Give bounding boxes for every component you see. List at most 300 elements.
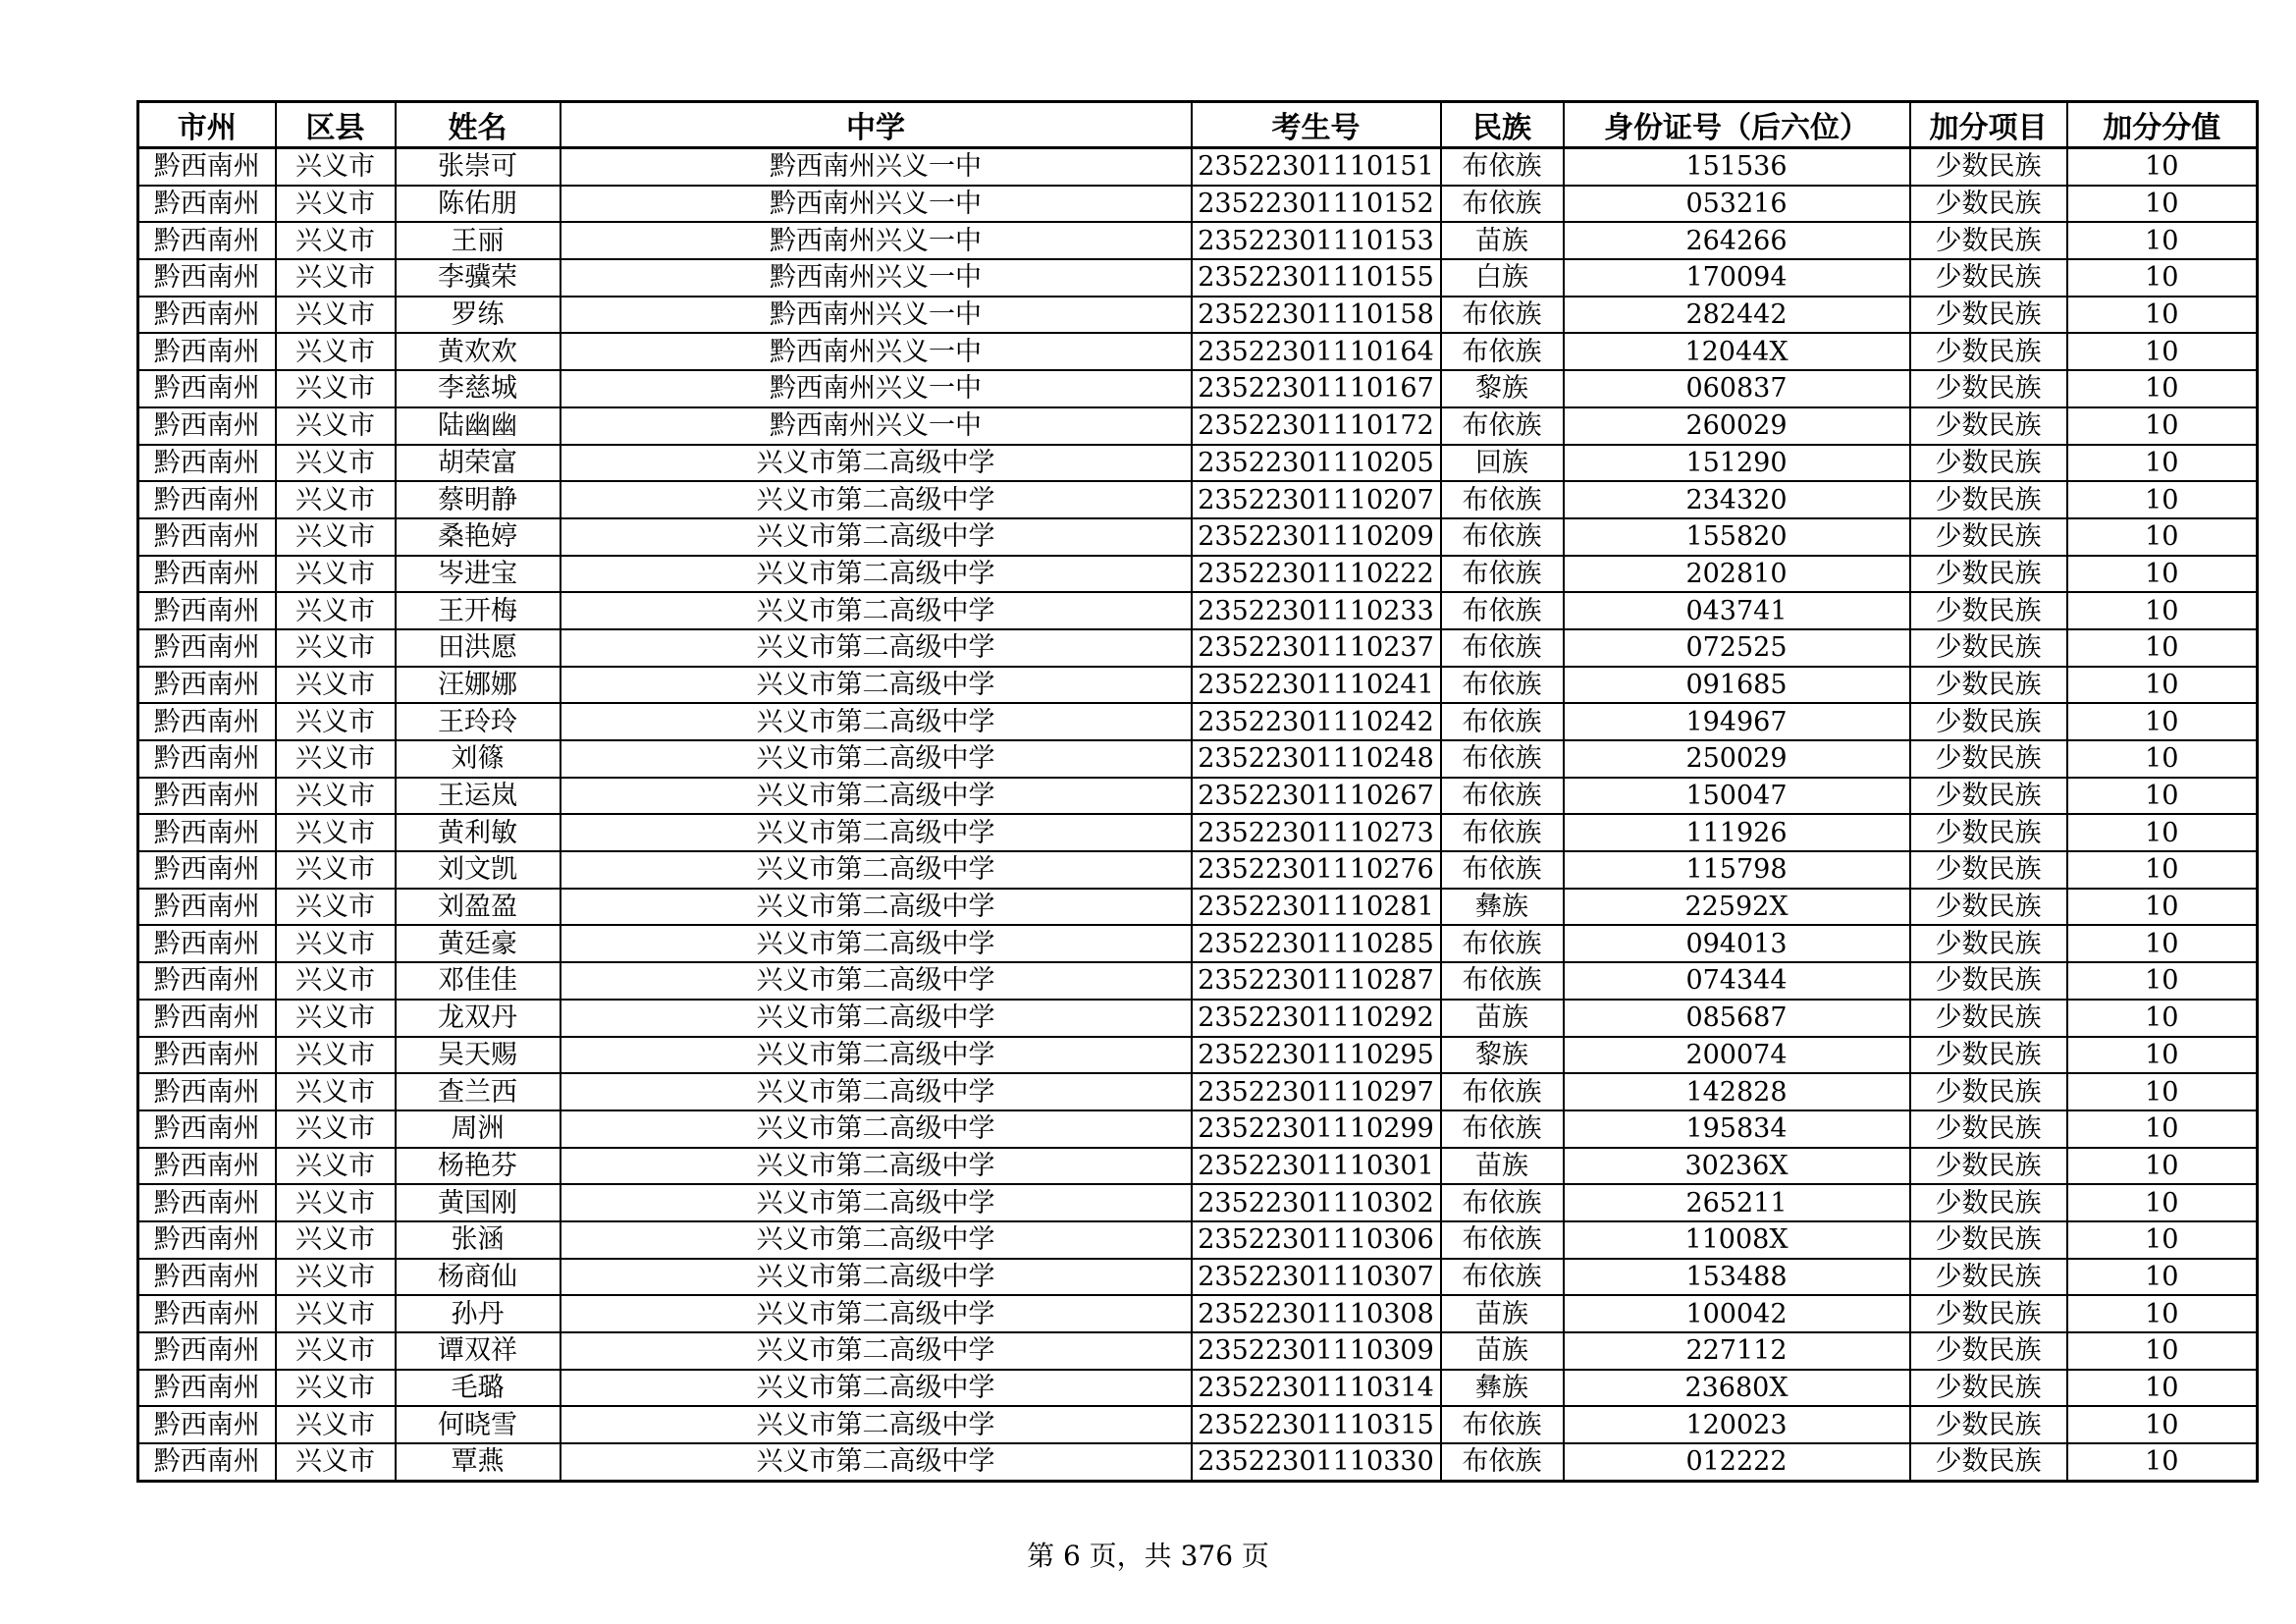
cell-id-suffix: 074344 [1564, 962, 1910, 1000]
cell-bonus-item: 少数民族 [1910, 222, 2067, 259]
cell-exam-number: 23522301110330 [1192, 1443, 1441, 1481]
cell-city: 黔西南州 [138, 481, 276, 518]
cell-county: 兴义市 [276, 1037, 396, 1074]
cell-ethnicity: 苗族 [1441, 1295, 1564, 1332]
cell-school: 兴义市第二高级中学 [561, 1370, 1192, 1407]
cell-name: 蔡明静 [396, 481, 561, 518]
cell-ethnicity: 布依族 [1441, 1221, 1564, 1259]
cell-bonus-value: 10 [2067, 1073, 2258, 1110]
cell-exam-number: 23522301110307 [1192, 1259, 1441, 1296]
cell-ethnicity: 布依族 [1441, 297, 1564, 334]
cell-bonus-item: 少数民族 [1910, 1148, 2067, 1185]
cell-name: 王运岚 [396, 778, 561, 815]
cell-exam-number: 23522301110209 [1192, 518, 1441, 556]
table-row [138, 1259, 2258, 1296]
cell-bonus-value: 10 [2067, 1148, 2258, 1185]
cell-county: 兴义市 [276, 186, 396, 223]
cell-bonus-item: 少数民族 [1910, 259, 2067, 297]
cell-exam-number: 23522301110281 [1192, 889, 1441, 926]
cell-name: 杨商仙 [396, 1259, 561, 1296]
cell-name: 邓佳佳 [396, 962, 561, 1000]
cell-name: 黄廷豪 [396, 925, 561, 962]
cell-bonus-value: 10 [2067, 778, 2258, 815]
cell-id-suffix: 085687 [1564, 1000, 1910, 1037]
cell-name: 王丽 [396, 222, 561, 259]
table-row [138, 1295, 2258, 1332]
cell-city: 黔西南州 [138, 925, 276, 962]
cell-city: 黔西南州 [138, 1110, 276, 1148]
table-row [138, 148, 2258, 186]
cell-exam-number: 23522301110207 [1192, 481, 1441, 518]
cell-school: 黔西南州兴义一中 [561, 407, 1192, 445]
cell-name: 查兰西 [396, 1073, 561, 1110]
cell-ethnicity: 白族 [1441, 259, 1564, 297]
cell-exam-number: 23522301110276 [1192, 851, 1441, 889]
cell-name: 胡荣富 [396, 445, 561, 482]
cell-exam-number: 23522301110152 [1192, 186, 1441, 223]
cell-county: 兴义市 [276, 629, 396, 667]
page-number-label: 第 6 页，共 376 页 [1027, 1540, 1269, 1572]
cell-exam-number: 23522301110233 [1192, 592, 1441, 629]
cell-county: 兴义市 [276, 518, 396, 556]
cell-city: 黔西南州 [138, 222, 276, 259]
cell-exam-number: 23522301110158 [1192, 297, 1441, 334]
cell-county: 兴义市 [276, 407, 396, 445]
cell-county: 兴义市 [276, 222, 396, 259]
page-footer [0, 1535, 2296, 1574]
cell-bonus-value: 10 [2067, 445, 2258, 482]
cell-id-suffix: 043741 [1564, 592, 1910, 629]
cell-name: 杨艳芬 [396, 1148, 561, 1185]
cell-exam-number: 23522301110299 [1192, 1110, 1441, 1148]
cell-bonus-item: 少数民族 [1910, 518, 2067, 556]
cell-school: 兴义市第二高级中学 [561, 1406, 1192, 1443]
cell-county: 兴义市 [276, 1443, 396, 1481]
cell-bonus-value: 10 [2067, 481, 2258, 518]
cell-bonus-item: 少数民族 [1910, 592, 2067, 629]
cell-city: 黔西南州 [138, 518, 276, 556]
cell-school: 黔西南州兴义一中 [561, 297, 1192, 334]
cell-id-suffix: 012222 [1564, 1443, 1910, 1481]
cell-city: 黔西南州 [138, 556, 276, 593]
cell-city: 黔西南州 [138, 370, 276, 407]
cell-city: 黔西南州 [138, 1000, 276, 1037]
cell-ethnicity: 回族 [1441, 445, 1564, 482]
cell-school: 兴义市第二高级中学 [561, 703, 1192, 740]
cell-city: 黔西南州 [138, 1221, 276, 1259]
cell-bonus-value: 10 [2067, 962, 2258, 1000]
cell-id-suffix: 12044X [1564, 333, 1910, 370]
cell-school: 兴义市第二高级中学 [561, 1221, 1192, 1259]
cell-ethnicity: 苗族 [1441, 1332, 1564, 1370]
cell-bonus-item: 少数民族 [1910, 1037, 2067, 1074]
table-row [138, 740, 2258, 778]
cell-exam-number: 23522301110155 [1192, 259, 1441, 297]
cell-name: 汪娜娜 [396, 667, 561, 704]
cell-bonus-item: 少数民族 [1910, 1406, 2067, 1443]
cell-ethnicity: 布依族 [1441, 778, 1564, 815]
table-row [138, 629, 2258, 667]
cell-name: 桑艳婷 [396, 518, 561, 556]
cell-bonus-item: 少数民族 [1910, 1184, 2067, 1221]
cell-school: 兴义市第二高级中学 [561, 1295, 1192, 1332]
cell-exam-number: 23522301110153 [1192, 222, 1441, 259]
cell-county: 兴义市 [276, 1295, 396, 1332]
cell-bonus-value: 10 [2067, 1184, 2258, 1221]
cell-ethnicity: 苗族 [1441, 1000, 1564, 1037]
cell-county: 兴义市 [276, 962, 396, 1000]
cell-ethnicity: 布依族 [1441, 556, 1564, 593]
bonus-points-table [136, 100, 2259, 1483]
cell-bonus-item: 少数民族 [1910, 333, 2067, 370]
cell-exam-number: 23522301110295 [1192, 1037, 1441, 1074]
cell-county: 兴义市 [276, 1110, 396, 1148]
cell-exam-number: 23522301110297 [1192, 1073, 1441, 1110]
cell-school: 兴义市第二高级中学 [561, 481, 1192, 518]
cell-school: 兴义市第二高级中学 [561, 851, 1192, 889]
cell-id-suffix: 260029 [1564, 407, 1910, 445]
cell-school: 黔西南州兴义一中 [561, 333, 1192, 370]
table-row [138, 814, 2258, 851]
cell-city: 黔西南州 [138, 297, 276, 334]
cell-id-suffix: 250029 [1564, 740, 1910, 778]
cell-exam-number: 23522301110237 [1192, 629, 1441, 667]
cell-id-suffix: 053216 [1564, 186, 1910, 223]
cell-city: 黔西南州 [138, 148, 276, 186]
table-row [138, 703, 2258, 740]
cell-city: 黔西南州 [138, 1295, 276, 1332]
cell-school: 兴义市第二高级中学 [561, 1332, 1192, 1370]
cell-school: 黔西南州兴义一中 [561, 370, 1192, 407]
cell-ethnicity: 苗族 [1441, 1148, 1564, 1185]
cell-county: 兴义市 [276, 333, 396, 370]
cell-exam-number: 23522301110301 [1192, 1148, 1441, 1185]
cell-school: 黔西南州兴义一中 [561, 222, 1192, 259]
cell-city: 黔西南州 [138, 778, 276, 815]
table-row [138, 333, 2258, 370]
cell-city: 黔西南州 [138, 1259, 276, 1296]
cell-name: 龙双丹 [396, 1000, 561, 1037]
cell-city: 黔西南州 [138, 1370, 276, 1407]
table-row [138, 1110, 2258, 1148]
cell-name: 毛璐 [396, 1370, 561, 1407]
cell-name: 田洪愿 [396, 629, 561, 667]
cell-ethnicity: 布依族 [1441, 925, 1564, 962]
cell-school: 黔西南州兴义一中 [561, 259, 1192, 297]
table-row [138, 925, 2258, 962]
cell-ethnicity: 布依族 [1441, 407, 1564, 445]
cell-bonus-item: 少数民族 [1910, 481, 2067, 518]
cell-id-suffix: 060837 [1564, 370, 1910, 407]
cell-name: 岑进宝 [396, 556, 561, 593]
cell-name: 刘篠 [396, 740, 561, 778]
cell-county: 兴义市 [276, 1148, 396, 1185]
cell-bonus-value: 10 [2067, 297, 2258, 334]
cell-ethnicity: 布依族 [1441, 1406, 1564, 1443]
cell-bonus-value: 10 [2067, 518, 2258, 556]
table-row [138, 1332, 2258, 1370]
cell-city: 黔西南州 [138, 445, 276, 482]
cell-exam-number: 23522301110242 [1192, 703, 1441, 740]
cell-bonus-value: 10 [2067, 1443, 2258, 1481]
header-ethnicity: 民族 [1441, 102, 1564, 148]
cell-county: 兴义市 [276, 148, 396, 186]
cell-id-suffix: 200074 [1564, 1037, 1910, 1074]
cell-bonus-item: 少数民族 [1910, 778, 2067, 815]
cell-name: 张崇可 [396, 148, 561, 186]
cell-ethnicity: 布依族 [1441, 1073, 1564, 1110]
cell-name: 谭双祥 [396, 1332, 561, 1370]
cell-id-suffix: 11008X [1564, 1221, 1910, 1259]
cell-ethnicity: 彝族 [1441, 1370, 1564, 1407]
cell-county: 兴义市 [276, 925, 396, 962]
cell-exam-number: 23522301110267 [1192, 778, 1441, 815]
cell-bonus-item: 少数民族 [1910, 667, 2067, 704]
cell-name: 何晓雪 [396, 1406, 561, 1443]
cell-school: 黔西南州兴义一中 [561, 148, 1192, 186]
cell-ethnicity: 布依族 [1441, 592, 1564, 629]
cell-name: 黄利敏 [396, 814, 561, 851]
cell-id-suffix: 202810 [1564, 556, 1910, 593]
cell-ethnicity: 布依族 [1441, 148, 1564, 186]
cell-ethnicity: 黎族 [1441, 370, 1564, 407]
cell-bonus-value: 10 [2067, 1037, 2258, 1074]
cell-city: 黔西南州 [138, 851, 276, 889]
cell-exam-number: 23522301110287 [1192, 962, 1441, 1000]
table-row [138, 1221, 2258, 1259]
cell-name: 刘盈盈 [396, 889, 561, 926]
cell-exam-number: 23522301110273 [1192, 814, 1441, 851]
cell-id-suffix: 153488 [1564, 1259, 1910, 1296]
header-row [138, 102, 2258, 148]
cell-name: 王玲玲 [396, 703, 561, 740]
cell-exam-number: 23522301110164 [1192, 333, 1441, 370]
cell-bonus-item: 少数民族 [1910, 445, 2067, 482]
cell-bonus-value: 10 [2067, 667, 2258, 704]
cell-county: 兴义市 [276, 889, 396, 926]
cell-bonus-value: 10 [2067, 703, 2258, 740]
cell-id-suffix: 142828 [1564, 1073, 1910, 1110]
cell-city: 黔西南州 [138, 186, 276, 223]
cell-county: 兴义市 [276, 1073, 396, 1110]
cell-exam-number: 23522301110167 [1192, 370, 1441, 407]
cell-bonus-value: 10 [2067, 370, 2258, 407]
cell-bonus-value: 10 [2067, 814, 2258, 851]
table-row [138, 445, 2258, 482]
table-row [138, 851, 2258, 889]
cell-id-suffix: 100042 [1564, 1295, 1910, 1332]
table-row [138, 1406, 2258, 1443]
cell-name: 孙丹 [396, 1295, 561, 1332]
cell-name: 张涵 [396, 1221, 561, 1259]
cell-county: 兴义市 [276, 851, 396, 889]
cell-county: 兴义市 [276, 1221, 396, 1259]
cell-county: 兴义市 [276, 259, 396, 297]
cell-county: 兴义市 [276, 814, 396, 851]
cell-bonus-value: 10 [2067, 592, 2258, 629]
cell-id-suffix: 282442 [1564, 297, 1910, 334]
cell-id-suffix: 151290 [1564, 445, 1910, 482]
table-row [138, 186, 2258, 223]
cell-bonus-value: 10 [2067, 851, 2258, 889]
cell-county: 兴义市 [276, 481, 396, 518]
table-row [138, 222, 2258, 259]
cell-bonus-item: 少数民族 [1910, 1332, 2067, 1370]
cell-county: 兴义市 [276, 1259, 396, 1296]
cell-exam-number: 23522301110151 [1192, 148, 1441, 186]
cell-bonus-item: 少数民族 [1910, 1295, 2067, 1332]
cell-bonus-value: 10 [2067, 186, 2258, 223]
header-name: 姓名 [396, 102, 561, 148]
cell-bonus-value: 10 [2067, 1370, 2258, 1407]
cell-county: 兴义市 [276, 297, 396, 334]
cell-bonus-value: 10 [2067, 222, 2258, 259]
cell-exam-number: 23522301110315 [1192, 1406, 1441, 1443]
header-id-suffix: 身份证号（后六位） [1564, 102, 1910, 148]
cell-exam-number: 23522301110205 [1192, 445, 1441, 482]
cell-exam-number: 23522301110285 [1192, 925, 1441, 962]
cell-bonus-item: 少数民族 [1910, 370, 2067, 407]
cell-bonus-item: 少数民族 [1910, 889, 2067, 926]
cell-id-suffix: 072525 [1564, 629, 1910, 667]
cell-id-suffix: 151536 [1564, 148, 1910, 186]
cell-bonus-item: 少数民族 [1910, 703, 2067, 740]
cell-exam-number: 23522301110308 [1192, 1295, 1441, 1332]
cell-bonus-item: 少数民族 [1910, 148, 2067, 186]
cell-school: 兴义市第二高级中学 [561, 740, 1192, 778]
header-county: 区县 [276, 102, 396, 148]
table-row [138, 1370, 2258, 1407]
cell-city: 黔西南州 [138, 407, 276, 445]
table-row [138, 259, 2258, 297]
cell-bonus-item: 少数民族 [1910, 186, 2067, 223]
cell-id-suffix: 265211 [1564, 1184, 1910, 1221]
table-row [138, 1184, 2258, 1221]
cell-exam-number: 23522301110306 [1192, 1221, 1441, 1259]
cell-county: 兴义市 [276, 592, 396, 629]
cell-bonus-item: 少数民族 [1910, 1443, 2067, 1481]
cell-school: 兴义市第二高级中学 [561, 445, 1192, 482]
cell-bonus-item: 少数民族 [1910, 1073, 2067, 1110]
cell-school: 兴义市第二高级中学 [561, 962, 1192, 1000]
cell-id-suffix: 227112 [1564, 1332, 1910, 1370]
cell-exam-number: 23522301110241 [1192, 667, 1441, 704]
cell-county: 兴义市 [276, 1406, 396, 1443]
cell-school: 兴义市第二高级中学 [561, 1110, 1192, 1148]
header-school: 中学 [561, 102, 1192, 148]
table-body [138, 148, 2258, 1482]
table-row [138, 1073, 2258, 1110]
cell-bonus-item: 少数民族 [1910, 1000, 2067, 1037]
cell-ethnicity: 布依族 [1441, 333, 1564, 370]
cell-id-suffix: 30236X [1564, 1148, 1910, 1185]
cell-name: 刘文凯 [396, 851, 561, 889]
cell-school: 黔西南州兴义一中 [561, 186, 1192, 223]
cell-bonus-value: 10 [2067, 1000, 2258, 1037]
cell-name: 黄欢欢 [396, 333, 561, 370]
cell-bonus-item: 少数民族 [1910, 407, 2067, 445]
table-row [138, 518, 2258, 556]
cell-ethnicity: 布依族 [1441, 481, 1564, 518]
cell-school: 兴义市第二高级中学 [561, 925, 1192, 962]
cell-ethnicity: 布依族 [1441, 703, 1564, 740]
table-row [138, 556, 2258, 593]
cell-bonus-value: 10 [2067, 1406, 2258, 1443]
header-exam-number: 考生号 [1192, 102, 1441, 148]
cell-name: 李骥荣 [396, 259, 561, 297]
cell-county: 兴义市 [276, 778, 396, 815]
cell-exam-number: 23522301110302 [1192, 1184, 1441, 1221]
cell-bonus-value: 10 [2067, 889, 2258, 926]
table-row [138, 962, 2258, 1000]
cell-bonus-item: 少数民族 [1910, 1221, 2067, 1259]
cell-bonus-value: 10 [2067, 148, 2258, 186]
cell-county: 兴义市 [276, 667, 396, 704]
table-row [138, 1037, 2258, 1074]
cell-bonus-value: 10 [2067, 1295, 2258, 1332]
cell-school: 兴义市第二高级中学 [561, 1184, 1192, 1221]
cell-bonus-value: 10 [2067, 629, 2258, 667]
cell-id-suffix: 264266 [1564, 222, 1910, 259]
cell-city: 黔西南州 [138, 592, 276, 629]
cell-school: 兴义市第二高级中学 [561, 629, 1192, 667]
cell-exam-number: 23522301110248 [1192, 740, 1441, 778]
cell-ethnicity: 布依族 [1441, 629, 1564, 667]
header-bonus-value: 加分分值 [2067, 102, 2258, 148]
cell-school: 兴义市第二高级中学 [561, 889, 1192, 926]
cell-id-suffix: 195834 [1564, 1110, 1910, 1148]
cell-city: 黔西南州 [138, 333, 276, 370]
cell-city: 黔西南州 [138, 740, 276, 778]
cell-school: 兴义市第二高级中学 [561, 667, 1192, 704]
cell-bonus-value: 10 [2067, 740, 2258, 778]
header-city: 市州 [138, 102, 276, 148]
table-row [138, 1443, 2258, 1481]
cell-school: 兴义市第二高级中学 [561, 1443, 1192, 1481]
cell-ethnicity: 布依族 [1441, 1110, 1564, 1148]
cell-city: 黔西南州 [138, 629, 276, 667]
cell-id-suffix: 234320 [1564, 481, 1910, 518]
cell-county: 兴义市 [276, 1370, 396, 1407]
cell-county: 兴义市 [276, 445, 396, 482]
header-bonus-item: 加分项目 [1910, 102, 2067, 148]
cell-id-suffix: 150047 [1564, 778, 1910, 815]
cell-ethnicity: 布依族 [1441, 962, 1564, 1000]
cell-exam-number: 23522301110292 [1192, 1000, 1441, 1037]
cell-id-suffix: 155820 [1564, 518, 1910, 556]
cell-city: 黔西南州 [138, 1037, 276, 1074]
cell-city: 黔西南州 [138, 1184, 276, 1221]
cell-exam-number: 23522301110314 [1192, 1370, 1441, 1407]
table-header [138, 102, 2258, 148]
table-row [138, 592, 2258, 629]
cell-school: 兴义市第二高级中学 [561, 556, 1192, 593]
cell-ethnicity: 布依族 [1441, 518, 1564, 556]
cell-bonus-item: 少数民族 [1910, 925, 2067, 962]
cell-county: 兴义市 [276, 1332, 396, 1370]
cell-city: 黔西南州 [138, 1073, 276, 1110]
cell-ethnicity: 黎族 [1441, 1037, 1564, 1074]
table-row [138, 407, 2258, 445]
cell-bonus-item: 少数民族 [1910, 1370, 2067, 1407]
cell-school: 兴义市第二高级中学 [561, 778, 1192, 815]
cell-name: 罗练 [396, 297, 561, 334]
cell-ethnicity: 布依族 [1441, 1259, 1564, 1296]
table-row [138, 481, 2258, 518]
cell-bonus-item: 少数民族 [1910, 1259, 2067, 1296]
cell-bonus-item: 少数民族 [1910, 297, 2067, 334]
cell-bonus-item: 少数民族 [1910, 556, 2067, 593]
